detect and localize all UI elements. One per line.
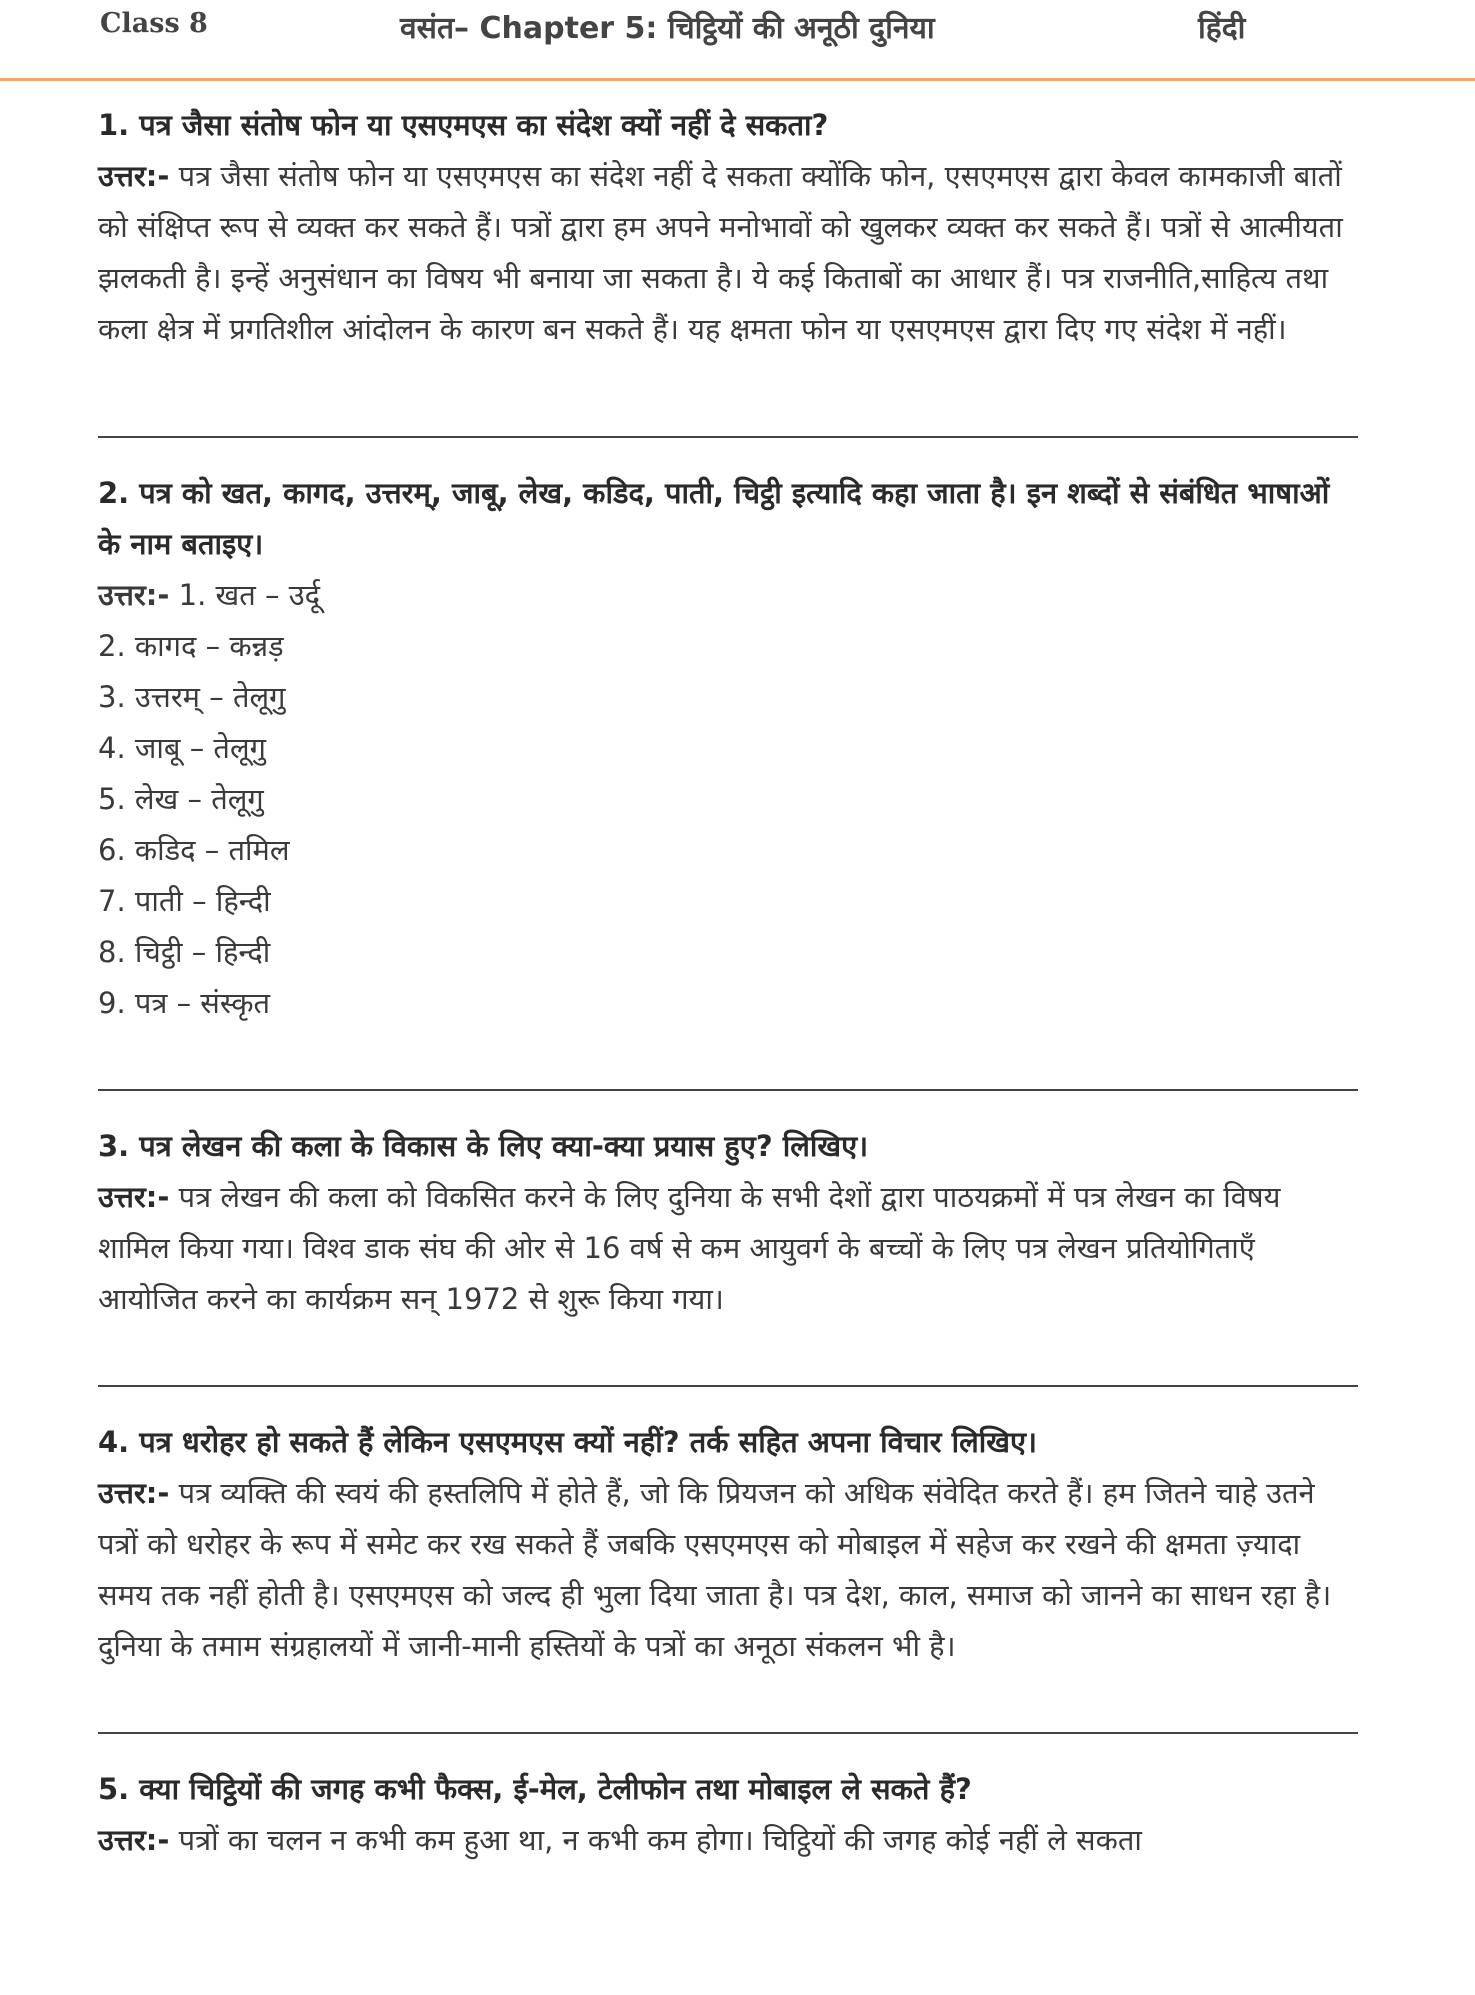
question-block-4 bbox=[98, 1417, 1358, 1672]
answer-2-item bbox=[98, 570, 1358, 621]
answer-label: उत्तर:- bbox=[98, 1476, 170, 1510]
question-block-5 bbox=[98, 1764, 1358, 1866]
section-divider bbox=[98, 436, 1358, 438]
question-3: 3. पत्र लेखन की कला के विकास के लिए क्या-क्या प्रयास हुए? लिखिए। bbox=[98, 1129, 869, 1163]
language-item: 6. कडिद – तमिल bbox=[98, 833, 290, 867]
language-item: 3. उत्तरम् – तेलूगु bbox=[98, 680, 286, 714]
answer-label: उत्तर:- bbox=[98, 578, 170, 612]
subject-label: हिंदी bbox=[1198, 11, 1246, 46]
question-block-2 bbox=[98, 468, 1358, 1029]
answer-3 bbox=[98, 1172, 1358, 1325]
language-item: 4. जाबू – तेलूगु bbox=[98, 731, 266, 765]
header-divider bbox=[0, 78, 1475, 81]
section-divider bbox=[98, 1385, 1358, 1387]
language-item: 1. खत – उर्दू bbox=[178, 578, 321, 612]
question-1: 1. पत्र जैसा संतोष फोन या एसएमएस का संदेश क्यों नहीं दे सकता? bbox=[98, 108, 829, 142]
answer-label: उत्तर:- bbox=[98, 159, 170, 193]
answer-5 bbox=[98, 1815, 1358, 1866]
question-4: 4. पत्र धरोहर हो सकते हैं लेकिन एसएमएस क्यों नहीं? तर्क सहित अपना विचार लिखिए। bbox=[98, 1425, 1038, 1459]
language-item: 5. लेख – तेलूगु bbox=[98, 782, 264, 816]
answer-1-text: पत्र जैसा संतोष फोन या एसएमएस का संदेश नहीं दे सकता क्योंकि फोन, एसएमएस द्वारा केवल कामकाजी बातों को संक्षिप्त रूप से व्यक्त कर सकते हैं। पत्रों द्वारा हम अपने मनोभावों को खुलकर व्यक्त कर सकते हैं। पत्रों से आत्मीयता झलकती है। इन्हें अनुसंधान का विषय भी बनाया जा सकता है। ये कई किताबों का आधार हैं। पत्र राजनीति,साहित्य तथा कला क्षेत्र में प्रगतिशील आंदोलन के कारण बन सकते हैं। यह क्षमता फोन या एसएमएस द्वारा दिए गए संदेश में नहीं। bbox=[98, 159, 1343, 346]
section-divider bbox=[98, 1732, 1358, 1734]
answer-4 bbox=[98, 1468, 1358, 1672]
answer-label: उत्तर:- bbox=[98, 1180, 170, 1214]
answer-4-text: पत्र व्यक्ति की स्वयं की हस्तलिपि में होते हैं, जो कि प्रियजन को अधिक संवेदित करते हैं। हम जितने चाहे उतने पत्रों को धरोहर के रूप में समेट कर रख सकते हैं जबकि एसएमएस को मोबाइल में सहेज कर रखने की क्षमता ज़्यादा समय तक नहीं होती है। एसएमएस को जल्द ही भुला दिया जाता है। पत्र देश, काल, समाज को जानने का साधन रहा है। दुनिया के तमाम संग्रहालयों में जानी-मानी हस्तियों के पत्रों का अनूठा संकलन भी है। bbox=[98, 1476, 1332, 1663]
chapter-title: वसंत– Chapter 5: चिट्ठियों की अनूठी दुनिया bbox=[400, 11, 935, 46]
question-list bbox=[98, 100, 1358, 1866]
language-item: 9. पत्र – संस्कृत bbox=[98, 986, 270, 1020]
question-block-1 bbox=[98, 100, 1358, 346]
question-2: 2. पत्र को खत, कागद, उत्तरम्, जाबू, लेख, कडिद, पाती, चिट्ठी इत्यादि कहा जाता है। इन शब्दों से संबंधित भाषाओं के नाम बताइए। bbox=[98, 476, 1330, 561]
language-item: 8. चिट्ठी – हिन्दी bbox=[98, 935, 271, 969]
question-5: 5. क्या चिट्ठियों की जगह कभी फैक्स, ई-मेल, टेलीफोन तथा मोबाइल ले सकते हैं? bbox=[98, 1772, 972, 1806]
answer-3-text: पत्र लेखन की कला को विकसित करने के लिए दुनिया के सभी देशों द्वारा पाठयक्रमों में पत्र लेखन का विषय शामिल किया गया। विश्व डाक संघ की ओर से 16 वर्ष से कम आयुवर्ग के बच्चों के लिए पत्र लेखन प्रतियोगिताएँ आयोजित करने का कार्यक्रम सन् 1972 से शुरू किया गया। bbox=[98, 1180, 1281, 1316]
question-block-3 bbox=[98, 1121, 1358, 1325]
section-divider bbox=[98, 1089, 1358, 1091]
answer-label: उत्तर:- bbox=[98, 1823, 170, 1857]
language-item: 7. पाती – हिन्दी bbox=[98, 884, 271, 918]
page-header bbox=[0, 0, 1475, 58]
answer-5-text: पत्रों का चलन न कभी कम हुआ था, न कभी कम होगा। चिट्ठियों की जगह कोई नहीं ले सकता bbox=[178, 1823, 1142, 1857]
language-item: 2. कागद – कन्नड़ bbox=[98, 629, 284, 663]
class-label: Class 8 bbox=[100, 8, 208, 39]
answer-1 bbox=[98, 151, 1358, 355]
